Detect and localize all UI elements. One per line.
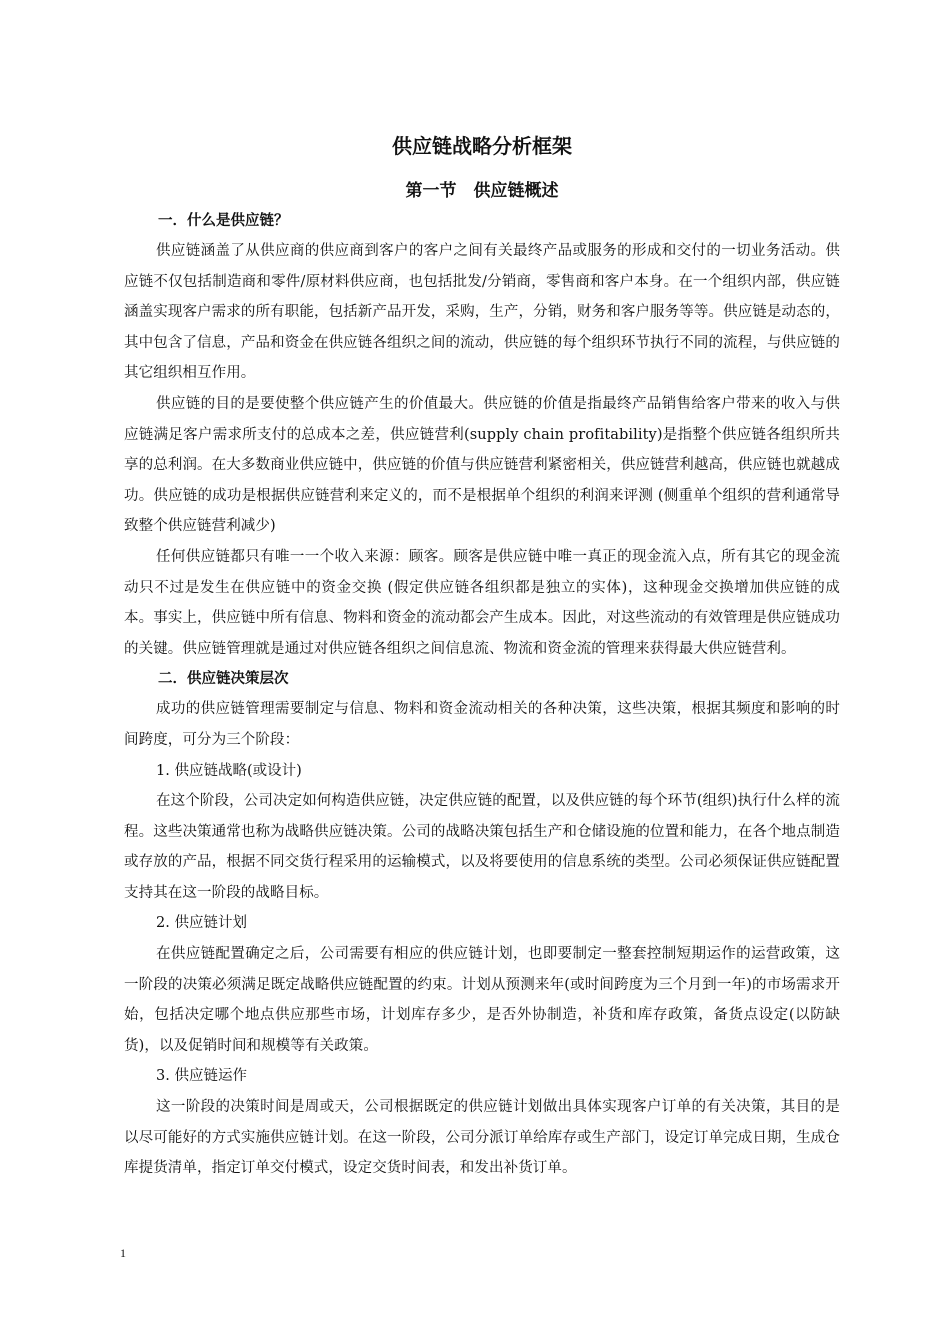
paragraph-7: 这一阶段的决策时间是周或天，公司根据既定的供应链计划做出具体实现客户订单的有关决策，其目的是以尽可能好的方式实施供应链计划。在这一阶段，公司分派订单给库存或生产部门，设定订单完成日期，生成仓库提货清单，指定订单交付模式，设定交货时间表，和发出补货订单。 [124,1099,840,1177]
document-title: 供应链战略分析框架 [392,134,572,158]
paragraph-5: 在这个阶段，公司决定如何构造供应链，决定供应链的配置，以及供应链的每个环节(组织)执行什么样的流程。这些决策通常也称为战略供应链决策。公司的战略决策包括生产和仓储设施的位置和能力，在各个地点制造或存放的产品，根据不同交货行程采用的运输模式，以及将要使用的信息系统的类型。公司必须保证供应链配置支持其在这一阶段的战略目标。 [124,793,840,901]
list-item-planning: 2. 供应链计划 [156,915,247,932]
heading-what-is-supply-chain: 一．什么是供应链？ [158,213,289,229]
page-number: 1 [120,1246,126,1260]
page-content [124,128,840,1184]
paragraph-1: 供应链涵盖了从供应商的供应商到客户的客户之间有关最终产品或服务的形成和交付的一切业务活动。供应链不仅包括制造商和零件/原材料供应商，也包括批发/分销商，零售商和客户本身。在一个组织内部，供应链涵盖实现客户需求的所有职能，包括新产品开发，采购，生产，分销，财务和客户服务等等。供应链是动态的，其中包含了信息，产品和资金在供应链各组织之间的流动，供应链的每个组织环节执行不同的流程，与供应链的其它组织相互作用。 [124,243,840,382]
paragraph-6: 在供应链配置确定之后，公司需要有相应的供应链计划，也即要制定一整套控制短期运作的运营政策，这一阶段的决策必须满足既定战略供应链配置的约束。计划从预测来年(或时间跨度为三个月到一年)的市场需求开始，包括决定哪个地点供应那些市场，计划库存多少，是否外协制造，补货和库存政策，备货点设定(以防缺货)，以及促销时间和规模等有关政策。 [124,946,840,1054]
paragraph-2: 供应链的目的是要使整个供应链产生的价值最大。供应链的价值是指最终产品销售给客户带来的收入与供应链满足客户需求所支付的总成本之差，供应链营利(supply chain profitability)是指整个供应链各组织所共享的总利润。在大多数商业供应链中，供应链的价值与供应链营利紧密相关，供应链营利越高，供应链也就越成功。供应链的成功是根据供应链营利来定义的，而不是根据单个组织的利润来评测 (侧重单个组织的营利通常导致整个供应链营利减少) [124,395,840,535]
section-title: 第一节 供应链概述 [405,181,559,201]
paragraph-3: 任何供应链都只有唯一一个收入来源：顾客。顾客是供应链中唯一真正的现金流入点，所有其它的现金流动只不过是发生在供应链中的资金交换 (假定供应链各组织都是独立的实体)，这种现金交换增加供应链的成本。事实上，供应链中所有信息、物料和资金的流动都会产生成本。因此，对这些流动的有效管理是供应链成功的关键。供应链管理就是通过对供应链各组织之间信息流、物流和资金流的管理来获得最大供应链营利。 [124,548,840,657]
heading-decision-levels: 二．供应链决策层次 [158,671,289,688]
list-item-strategy: 1. 供应链战略(或设计) [156,762,302,779]
paragraph-4: 成功的供应链管理需要制定与信息、物料和资金流动相关的各种决策，这些决策，根据其频度和影响的时间跨度，可分为三个阶段： [124,701,840,748]
list-item-operation: 3. 供应链运作 [156,1068,247,1085]
